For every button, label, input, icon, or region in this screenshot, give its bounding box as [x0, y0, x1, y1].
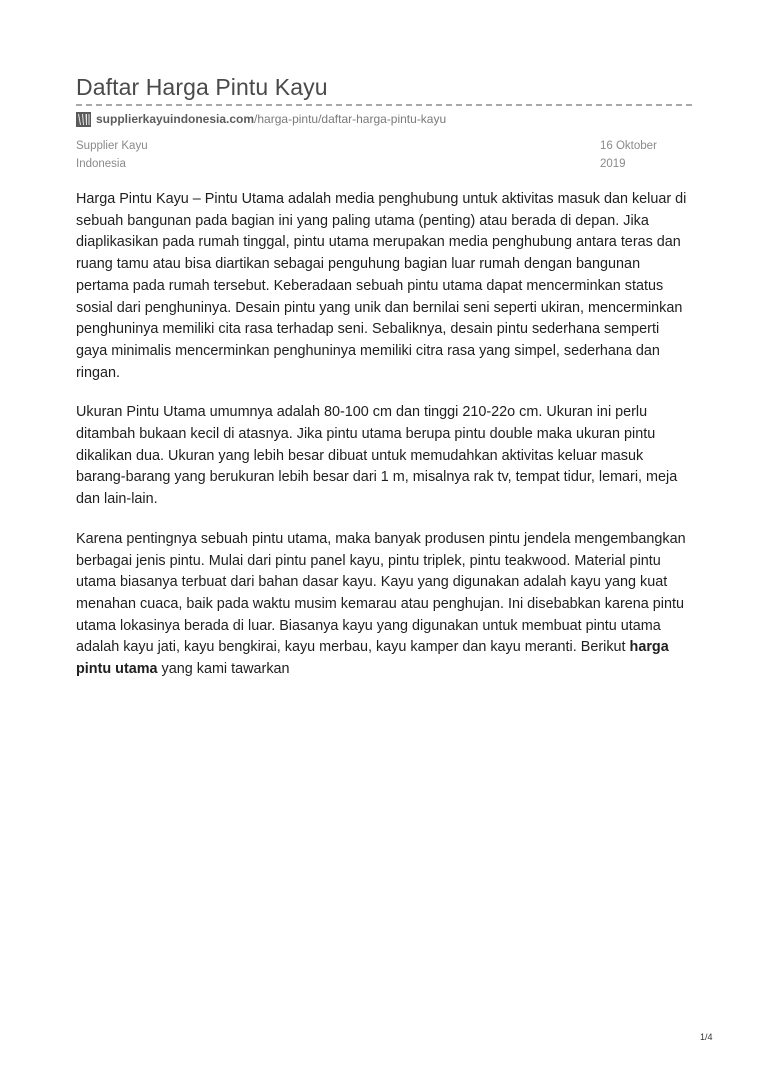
- paragraph-text: yang kami tawarkan: [157, 661, 290, 678]
- source-path[interactable]: /harga-pintu/daftar-harga-pintu-kayu: [254, 112, 447, 126]
- author-line: Supplier Kayu: [76, 140, 148, 152]
- page-title: Daftar Harga Pintu Kayu: [76, 74, 328, 100]
- site-logo-icon: [76, 112, 91, 127]
- paragraph-text: Karena pentingnya sebuah pintu utama, maka banyak produsen pintu jendela mengembangkan berbagai jenis pintu. Mulai dari pintu panel kayu, pintu triplek, pintu teakwood. Material pintu utama biasanya terbuat dari bahan dasar kayu. Kayu yang digunakan adalah kayu yang kuat menahan cuaca, baik pada waktu musim kemarau atau penghujan. Ini disebabkan karena pintu utama lokasinya berada di luar. Biasanya kayu yang digunakan untuk membuat pintu utama adalah kayu jati, kayu bengkirai, kayu merbau, kayu kamper dan kayu meranti. Berikut: [76, 530, 686, 656]
- date-line: 16 Oktober: [600, 140, 657, 152]
- paragraph: [76, 529, 692, 681]
- article-body: [76, 189, 692, 699]
- author-line: Indonesia: [76, 158, 126, 170]
- author: [76, 137, 196, 173]
- date-line: 2019: [600, 158, 626, 170]
- source-domain[interactable]: supplierkayuindonesia.com: [96, 112, 255, 126]
- paragraph: Ukuran Pintu Utama umumnya adalah 80-100 cm dan tinggi 210-22o cm. Ukuran ini perlu ditambah bukaan kecil di atasnya. Jika pintu utama berupa pintu double maka ukuran pintu dikalikan dua. Ukuran yang lebih besar dibuat untuk memudahkan aktivitas keluar masuk barang-barang yang berukuran lebih besar dari 1 m, misalnya rak tv, tempat tidur, lemari, meja dan lain-lain.: [76, 404, 678, 508]
- source-link[interactable]: [76, 111, 446, 127]
- publish-date: [600, 137, 690, 173]
- bold-keyword: harga pintu utama: [76, 639, 669, 678]
- page-number: 1/4: [700, 1032, 713, 1042]
- paragraph: Harga Pintu Kayu – Pintu Utama adalah media penghubung untuk aktivitas masuk dan keluar di sebuah bangunan pada bagian ini yang paling utama (penting) atau berada di depan. Jika diaplikasikan pada rumah tinggal, pintu utama merupakan media penghubung antara teras dan ruang tamu atau bisa diartikan sebagai penguhung bagian luar rumah dengan bangunan pertama pada rumah tersebut. Keberadaan sebuah pintu utama dapat mencerminkan status sosial dari penghuninya. Desain pintu yang unik dan bernilai seni seperti ukiran, mencerminkan penghuninya memiliki cita rasa terhadap seni. Sebaliknya, desain pintu sederhana semperti gaya minimalis mencerminkan penghuninya memiliki citra rasa yang simpel, sederhana dan ringan.: [76, 191, 687, 381]
- title-divider: [76, 104, 692, 106]
